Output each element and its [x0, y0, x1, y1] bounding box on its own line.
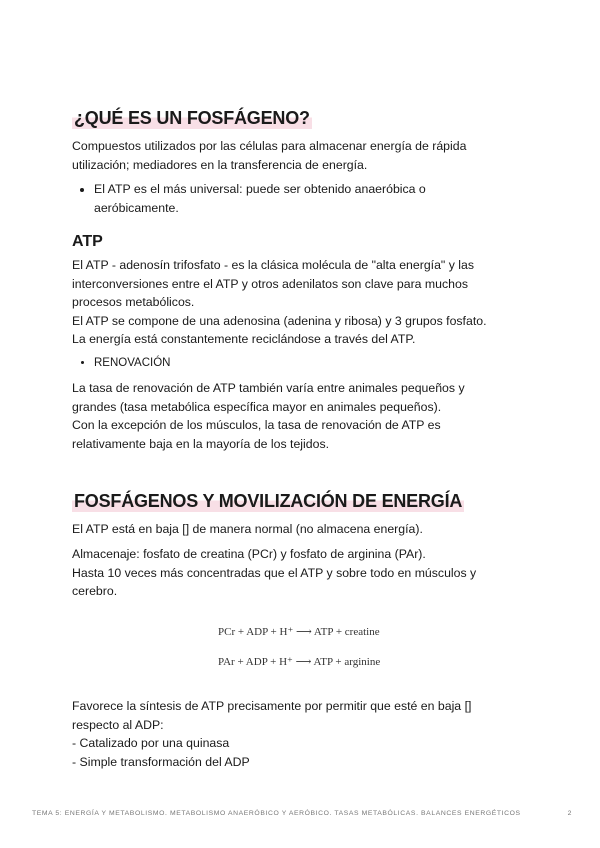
bullet-list [72, 180, 532, 217]
atp-heading: ATP [72, 233, 103, 250]
fosfageno-intro [72, 137, 532, 174]
fosfageno-bullets [72, 180, 532, 217]
paragraph-line: procesos metabólicos. [72, 295, 195, 309]
fosfagenos-paragraph-1 [72, 520, 532, 539]
paragraph-line: interconversiones entre el ATP y otros adenilatos son clave para muchos [72, 276, 468, 291]
paragraph-line: relativamente baja en la mayoría de los tejidos. [72, 436, 330, 451]
paragraph-line: Almacenaje: fosfato de creatina (PCr) y fosfato de arginina (PAr). [72, 547, 426, 561]
atp-section [72, 233, 532, 251]
atp-bullets [72, 354, 532, 373]
bullet-list [72, 354, 532, 373]
paragraph-line: Favorece la síntesis de ATP precisamente por permitir que esté en baja [] [72, 699, 472, 713]
formula-arginine: PAr + ADP + H⁺ ⟶ ATP + arginine [218, 656, 381, 668]
list-item-renovacion: • RENOVACIÓN [94, 354, 532, 373]
footer-text: TEMA 5: ENERGÍA Y METABOLISMO. METABOLISMO ANAERÓBICO Y AERÓBICO. TASAS METABÓLICAS. BALANCES ENERGÉTICOS [32, 810, 521, 817]
paragraph-line: grandes (tasa metabólica específica mayor en animales pequeños). [72, 399, 442, 414]
intro-line: Compuestos utilizados por las células para almacenar energía de rápida [72, 139, 467, 153]
formula-creatine: PCr + ADP + H⁺ ⟶ ATP + creatine [218, 626, 380, 638]
paragraph-line: - Catalizado por una quinasa [72, 736, 230, 750]
paragraph-line: El ATP se compone de una adenosina (adenina y ribosa) y 3 grupos fosfato. [72, 313, 487, 328]
atp-paragraph-2 [72, 379, 532, 453]
list-item-line: aeróbicamente. [94, 200, 179, 215]
list-item [94, 180, 532, 217]
section-fosfagenos-energia [72, 491, 532, 512]
paragraph-line: El ATP está en baja [] de manera normal (no almacena energía). [72, 522, 423, 536]
paragraph-line: El ATP - adenosín trifosfato - es la clásica molécula de "alta energía" y las [72, 258, 474, 272]
paragraph-line: cerebro. [72, 584, 118, 598]
atp-paragraph-1 [72, 256, 532, 349]
intro-line: utilización; mediadores en la transferencia de energía. [72, 157, 368, 172]
section-title-fosfageno: ¿QUÉ ES UN FOSFÁGENO? [74, 108, 310, 128]
fosfagenos-paragraph-3 [72, 697, 532, 771]
section-fosfageno [72, 108, 532, 129]
page-footer [32, 810, 572, 817]
section-title-fosfagenos: FOSFÁGENOS Y MOVILIZACIÓN DE ENERGÍA [74, 491, 463, 511]
paragraph-line: respecto al ADP: [72, 717, 164, 732]
page-number: 2 [567, 810, 572, 817]
paragraph-line: - Simple transformación del ADP [72, 754, 250, 769]
paragraph-line: La energía está constantemente reciclándose a través del ATP. [72, 332, 416, 346]
paragraph-line: Hasta 10 veces más concentradas que el ATP y sobre todo en músculos y [72, 565, 477, 580]
fosfagenos-paragraph-2 [72, 545, 532, 601]
paragraph-line: La tasa de renovación de ATP también varía entre animales pequeños y [72, 381, 465, 395]
paragraph-line: Con la excepción de los músculos, la tasa de renovación de ATP es [72, 418, 441, 432]
list-item-line: El ATP es el más universal: puede ser obtenido anaeróbica o [94, 182, 426, 196]
